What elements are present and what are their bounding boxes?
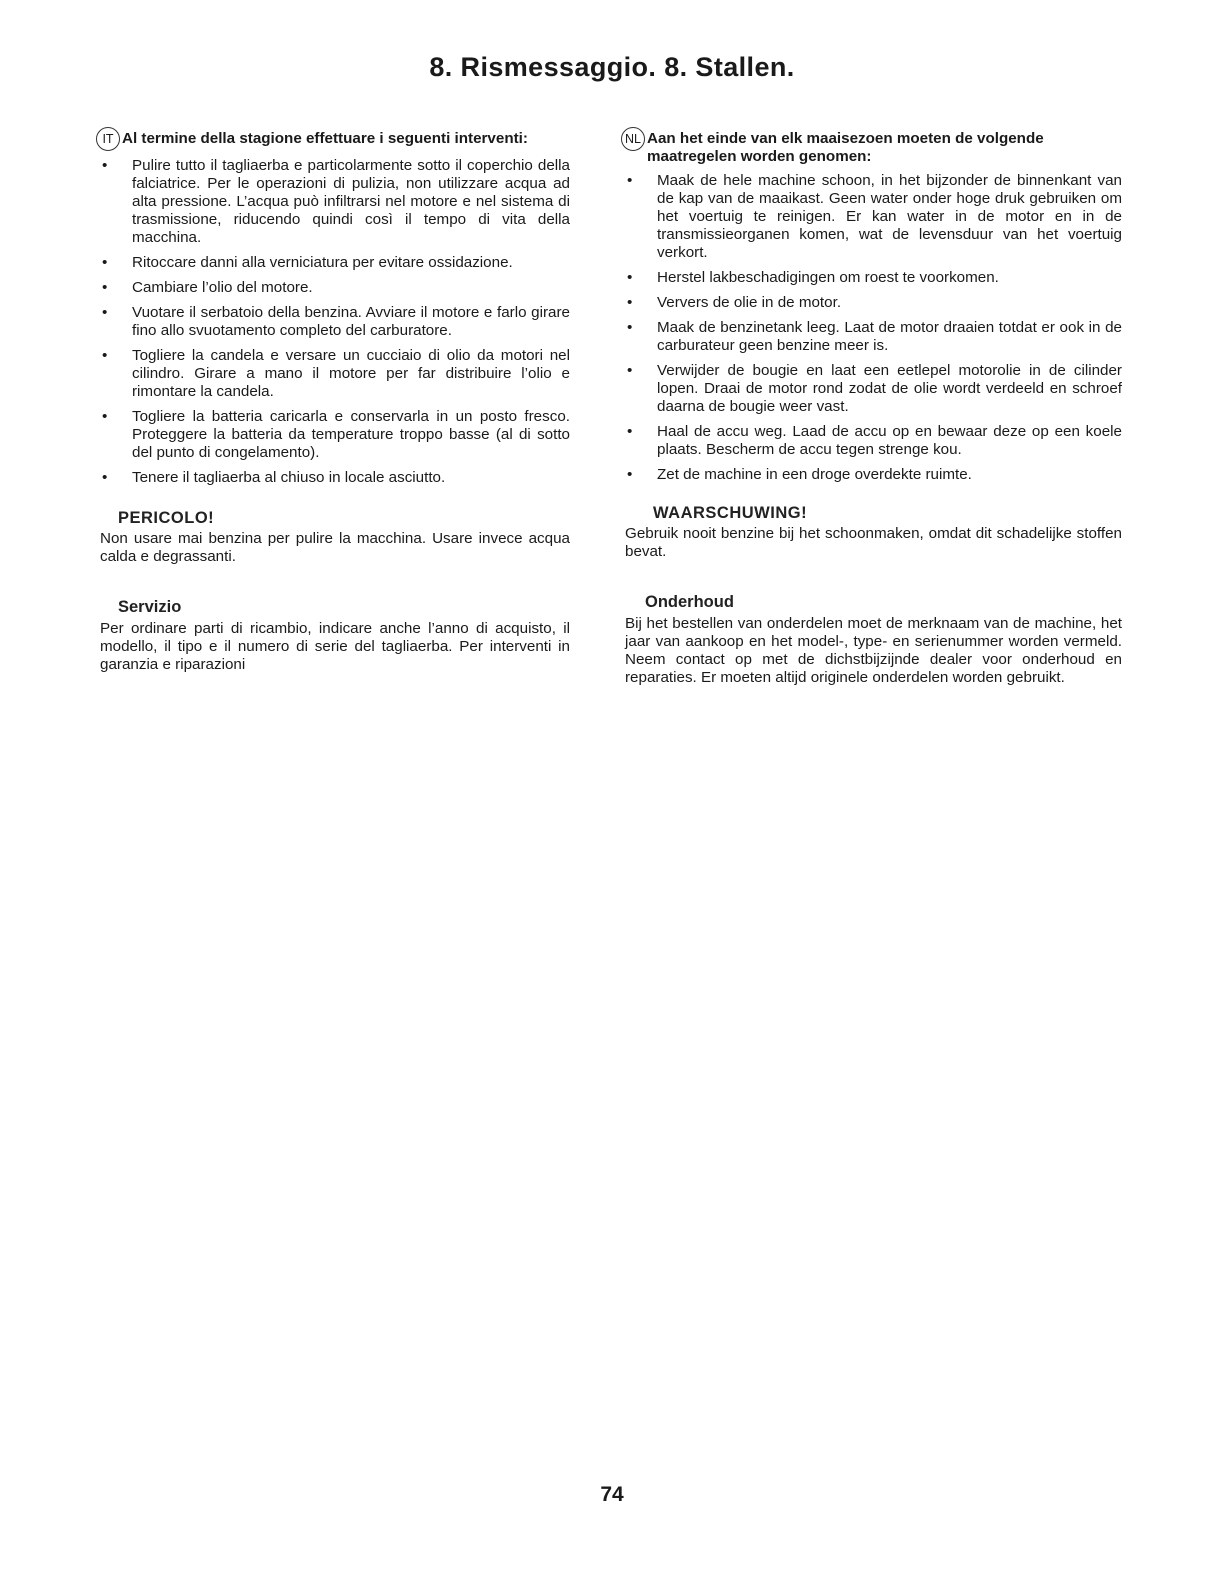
bullet-icon: • — [102, 304, 108, 321]
dutch-column — [625, 126, 1122, 687]
list-item: • Togliere la batteria caricarla e conservarla in un posto fresco. Proteggere la batteria da temperature troppo basse (al di sotto del punto di congelamento). — [102, 408, 570, 461]
page-title: 8. Rismessaggio. 8. Stallen. — [429, 52, 795, 82]
bullet-icon: • — [102, 469, 108, 486]
list-item: • Ritoccare danni alla verniciatura per evitare ossidazione. — [102, 254, 513, 271]
dutch-bullet-list — [625, 172, 1122, 484]
list-item: • Zet de machine in een droge overdekte ruimte. — [627, 466, 972, 483]
dutch-warning-title: WAARSCHUWING! — [653, 504, 808, 522]
bullet-icon: • — [102, 279, 108, 296]
dutch-service-text: Bij het bestellen van onderdelen moet de merknaam van de machine, het jaar van aankoop en het model-, type- en serienummer worden vermeld. Neem contact op met de dichstbijzijnde dealer voor onderhoud en reparaties. Er moeten altijd originele onderdelen worden gebruikt. — [625, 615, 1122, 686]
bullet-icon: • — [627, 172, 633, 189]
dutch-intro-text: Aan het einde van elk maaisezoen moeten de volgende maatregelen worden genomen: — [647, 130, 1044, 165]
list-item: • Maak de benzinetank leeg. Laat de motor draaien totdat er ook in de carburateur geen benzine meer is. — [627, 319, 1122, 354]
italian-service-title: Servizio — [118, 598, 182, 616]
italian-warning-text: Non usare mai benzina per pulire la macchina. Usare invece acqua calda e degrassanti. — [100, 530, 570, 565]
italian-intro-text: Al termine della stagione effettuare i seguenti interventi: — [122, 130, 528, 147]
list-item: • Maak de hele machine schoon, in het bijzonder de binnenkant van de kap van de maaikast. Geen water onder hoge druk gebruiken om het voertuig te reinigen. Er kan water in de motor en in de transmissieorganen komen, wat de levensduur van het voertuig verkort. — [627, 172, 1122, 261]
italian-intro — [100, 126, 570, 151]
dutch-warning-text: Gebruik nooit benzine bij het schoonmaken, omdat dit schadelijke stoffen bevat. — [625, 525, 1122, 560]
list-item: • Pulire tutto il tagliaerba e particolarmente sotto il coperchio della falciatrice. Per le operazioni di pulizia, non utilizzare acqua ad alta pressione. L’acqua può infiltrarsi nel motore e nel sistema di trasmissione, riducendo quindi così il tempo di vita della macchina. — [102, 157, 570, 246]
italian-bullet-list — [100, 157, 570, 487]
bullet-icon: • — [102, 408, 108, 425]
bullet-icon: • — [627, 362, 633, 379]
page-number: 74 — [600, 1483, 624, 1506]
bullet-icon: • — [627, 269, 633, 286]
bullet-icon: • — [102, 157, 108, 174]
list-item: • Vuotare il serbatoio della benzina. Avviare il motore e farlo girare fino allo svuotamento completo del carburatore. — [102, 304, 570, 339]
bullet-icon: • — [102, 254, 108, 271]
bullet-icon: • — [102, 347, 108, 364]
list-item: • Haal de accu weg. Laad de accu op en bewaar deze op een koele plaats. Bescherm de accu tegen strenge kou. — [627, 423, 1122, 458]
list-item: • Togliere la candela e versare un cucciaio di olio da motori nel cilindro. Girare a mano il motore per far distribuire l’olio e rimontare la candela. — [102, 347, 570, 400]
list-item: • Herstel lakbeschadigingen om roest te voorkomen. — [627, 269, 999, 286]
list-item: • Verwijder de bougie en laat een eetlepel motorolie in de cilinder lopen. Draai de motor rond zodat de olie wordt verdeeld en schroef daarna de bougie weer vast. — [627, 362, 1122, 415]
bullet-icon: • — [627, 466, 633, 483]
list-item: • Ververs de olie in de motor. — [627, 294, 842, 311]
list-item: • Cambiare l’olio del motore. — [102, 279, 313, 296]
italian-column — [100, 126, 570, 674]
italian-service-text: Per ordinare parti di ricambio, indicare anche l’anno di acquisto, il modello, il tipo e il numero di serie del tagliaerba. Per interventi in garanzia e riparazioni — [100, 620, 570, 673]
list-item: • Tenere il tagliaerba al chiuso in locale asciutto. — [102, 469, 446, 486]
italian-warning-title: PERICOLO! — [118, 509, 215, 527]
bullet-icon: • — [627, 294, 633, 311]
bullet-icon: • — [627, 319, 633, 336]
bullet-icon: • — [627, 423, 633, 440]
dutch-intro — [625, 126, 1122, 166]
dutch-language-badge: NL — [621, 127, 645, 151]
italian-language-badge: IT — [96, 127, 120, 151]
dutch-service-title: Onderhoud — [645, 593, 734, 611]
